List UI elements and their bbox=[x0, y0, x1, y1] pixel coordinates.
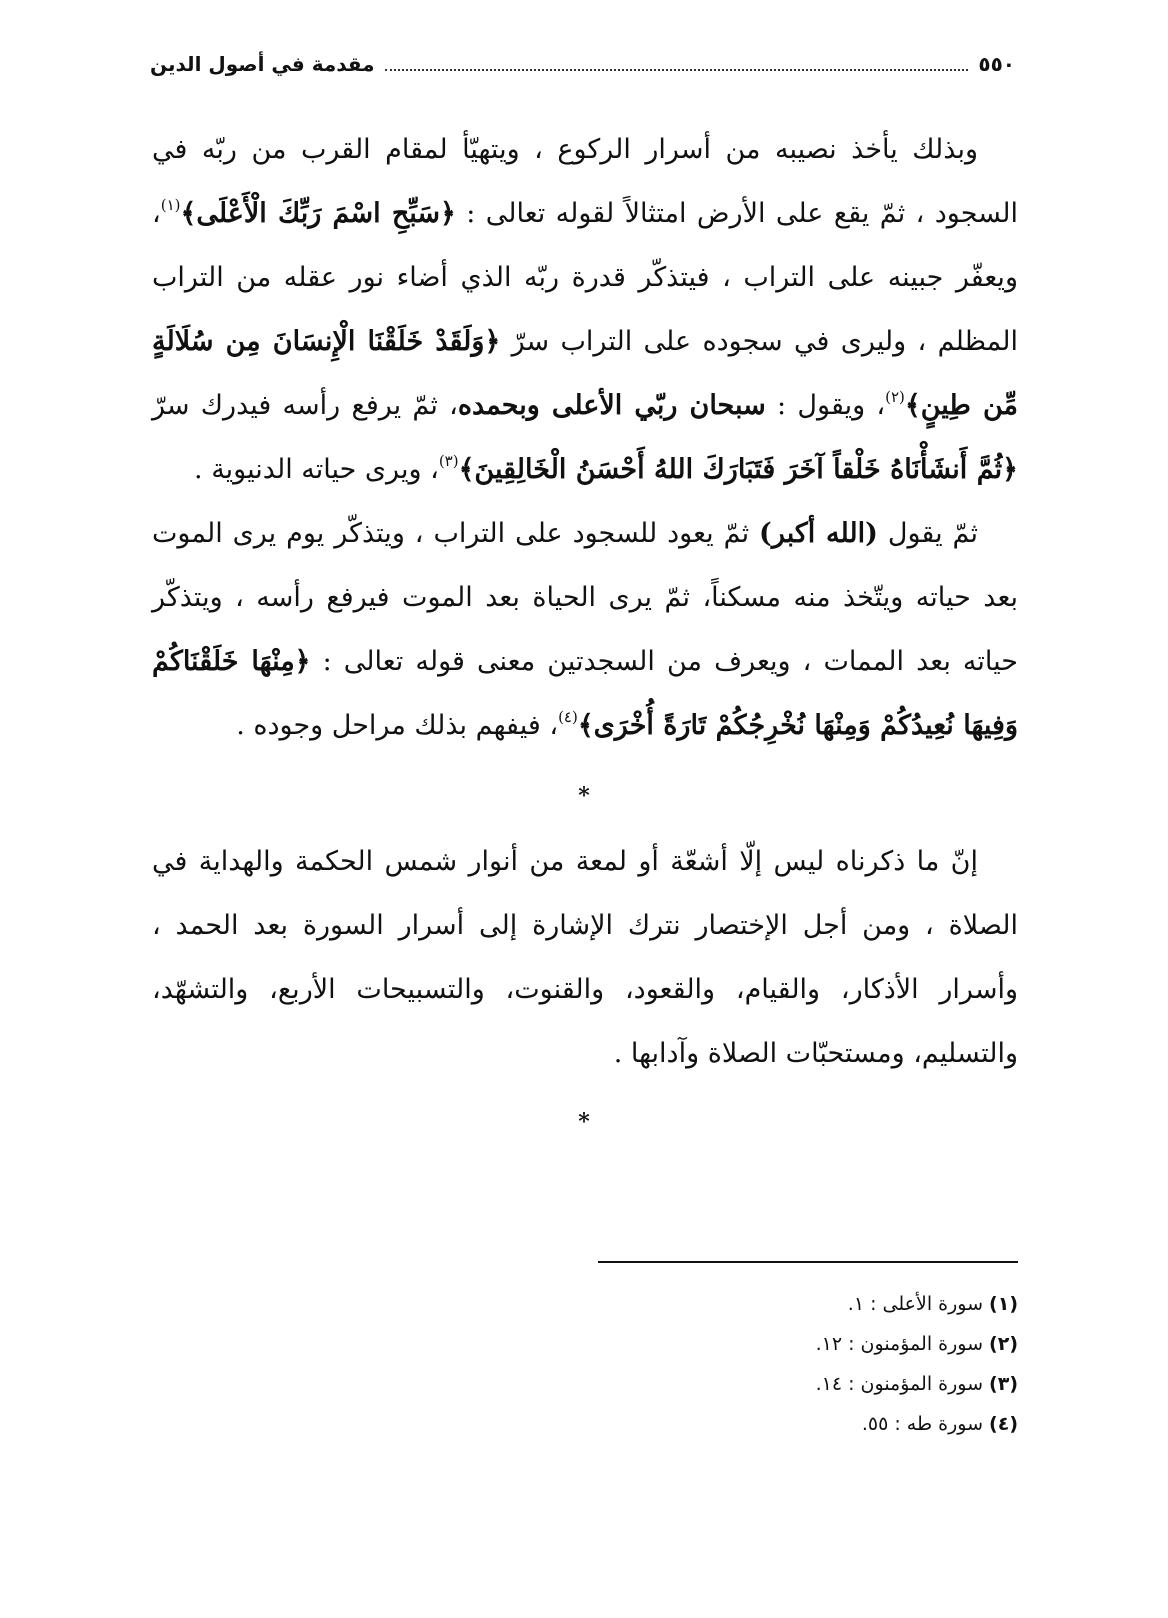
text-run: ، ثمّ يرفع رأسه فيدرك سرّ bbox=[152, 390, 458, 421]
quran-verse: ﴿وَلَقَدْ خَلَقْنَا الْإِنسَانَ مِن سُلَالَةٍ مِّن طِينٍ﴾ bbox=[152, 326, 1019, 421]
takbir-phrase: (الله أكبر) bbox=[759, 518, 878, 549]
header-leader-dots bbox=[385, 69, 969, 71]
book-title: مقدمة في أصول الدين bbox=[150, 52, 375, 76]
quran-verse: ﴿سَبِّحِ اسْمَ رَبِّكَ الْأَعْلَى﴾ bbox=[180, 198, 456, 229]
section-separator: * bbox=[578, 1109, 590, 1135]
footnote-number: (٤) bbox=[989, 1413, 1018, 1435]
main-text bbox=[152, 118, 1018, 758]
footnote-item bbox=[600, 1324, 1018, 1364]
footnote-ref: (٢) bbox=[885, 388, 905, 406]
footnote-ref: (٣) bbox=[438, 452, 459, 470]
text-run: وبذلك يأخذ نصيبه من أسرار الركوع ، ويتهيّأ لمقام القرب من ربّه في السجود ، ثمّ يقع على الأرض امتثالاً لقوله تعالى : bbox=[152, 134, 1018, 229]
footnote-number: (٢) bbox=[989, 1333, 1018, 1355]
footnote-ref: (١) bbox=[160, 196, 181, 214]
running-header bbox=[150, 44, 1015, 84]
footnotes-list bbox=[600, 1284, 1018, 1444]
text-run: ، ويقول : bbox=[765, 390, 886, 421]
quran-verse: ﴿مِنْهَا خَلَقْنَاكُمْ وَفِيهَا نُعِيدُكُمْ وَمِنْهَا نُخْرِجُكُمْ تَارَةً أُخْرَى﴾ bbox=[152, 646, 1018, 741]
text-run: ، ويرى حياته الدنيوية . bbox=[194, 454, 439, 485]
footnote-item bbox=[600, 1284, 1018, 1324]
footnote-ref: (٤) bbox=[558, 708, 578, 726]
footnote-text: سورة طه : ٥٥. bbox=[861, 1413, 984, 1435]
footnote-item bbox=[600, 1364, 1018, 1404]
page-number: ٥٥٠ bbox=[978, 52, 1015, 76]
paragraph-2 bbox=[152, 502, 1018, 758]
footnote-number: (٣) bbox=[989, 1373, 1018, 1395]
text-run: ، ويعفّر جبينه على التراب ، فيتذكّر قدرة ربّه الذي أضاء نور عقله من التراب المظلم ، وليرى في سجوده على التراب سرّ bbox=[152, 198, 1019, 357]
footnote-divider bbox=[598, 1261, 1018, 1263]
footnote-item bbox=[600, 1404, 1018, 1444]
section-separator: * bbox=[578, 783, 590, 809]
text-run: ثمّ يقول bbox=[877, 518, 979, 549]
footnote-text: سورة الأعلى : ١. bbox=[847, 1293, 984, 1315]
paragraph-1 bbox=[152, 118, 1018, 502]
quran-verse: ﴿ثُمَّ أَنشَأْنَاهُ خَلْقاً آخَرَ فَتَبَارَكَ اللهُ أَحْسَنُ الْخَالِقِينَ﴾ bbox=[458, 454, 1018, 485]
footnote-number: (١) bbox=[989, 1293, 1018, 1315]
main-text-continued bbox=[152, 830, 1018, 1086]
footnote-text: سورة المؤمنون : ١٢. bbox=[815, 1333, 984, 1355]
text-run: ، فيفهم بذلك مراحل وجوده . bbox=[236, 710, 559, 741]
dhikr-phrase: سبحان ربّي الأعلى وبحمده bbox=[457, 390, 766, 421]
paragraph-3: إنّ ما ذكرناه ليس إلّا أشعّة أو لمعة من أنوار شمس الحكمة والهداية في الصلاة ، ومن أجل الإختصار نترك الإشارة إلى أسرار السورة بعد الحمد ، وأسرار الأذكار، والقيام، والقعود، والقنوت، والتسبيحات الأربع، والتشهّد، والتسليم، ومستحبّات الصلاة وآدابها . bbox=[152, 846, 1018, 1069]
text-run: ثمّ يعود للسجود على التراب ، ويتذكّر يوم يرى الموت بعد حياته ويتّخذ منه مسكناً، ثمّ يرى الحياة بعد الموت فيرفع رأسه ، ويتذكّر حياته بعد الممات ، ويعرف من السجدتين معنى قوله تعالى : bbox=[152, 518, 1018, 677]
footnote-text: سورة المؤمنون : ١٤. bbox=[815, 1373, 984, 1395]
